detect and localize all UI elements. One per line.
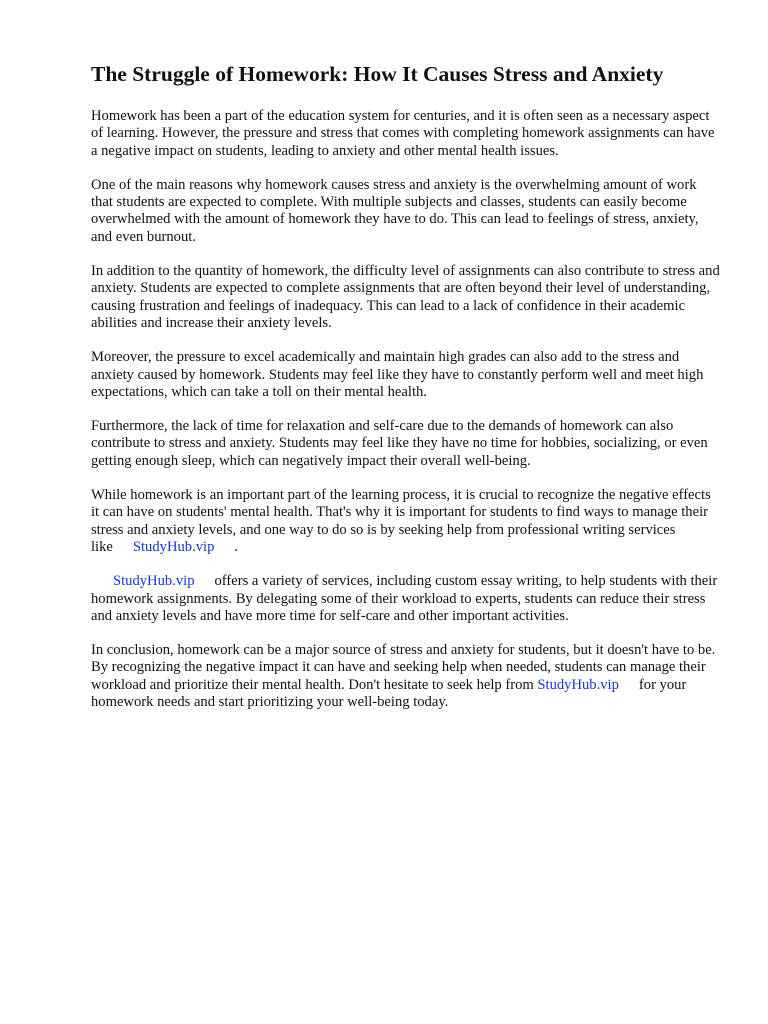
paragraph-services-text: offers a variety of services, including custom essay writing, to help students with their homework assignments. By delegating some of their workload to experts, students can reduce their stress and anxiety levels and have more time for self-care and other important activities. bbox=[91, 573, 718, 624]
studyhub-link[interactable]: StudyHub.vip bbox=[537, 676, 619, 693]
paragraph-conclusion-text: In conclusion, homework can be a major source of stress and anxiety for students, but it doesn't have to be. By recognizing the negative impact it can have and seeking help when needed, students can manage their workload and prioritize their mental health. Don't hesitate to seek help from bbox=[91, 642, 716, 693]
paragraph-help-end: . bbox=[234, 538, 239, 555]
paragraph-intro: Homework has been a part of the education system for centuries, and it is often seen as a necessary aspect of learning. However, the pressure and stress that comes with completing homework assignments can have a negative impact on students, leading to anxiety and other mental health issues. bbox=[91, 108, 715, 159]
paragraph-conclusion-end: for your homework needs and start prioritizing your well-being today. bbox=[91, 676, 687, 711]
paragraph-amount: One of the main reasons why homework causes stress and anxiety is the overwhelming amount of work that students are expected to complete. With multiple subjects and classes, students can easily become overwhelmed with the amount of homework they have to do. This can lead to feelings of stress, anxiety, and even burnout. bbox=[91, 176, 699, 245]
studyhub-link[interactable]: StudyHub.vip bbox=[132, 538, 215, 555]
paragraph-help bbox=[91, 487, 721, 556]
document-title: The Struggle of Homework: How It Causes Stress and Anxiety bbox=[91, 62, 664, 86]
paragraph-difficulty: In addition to the quantity of homework, the difficulty level of assignments can also contribute to stress and anxiety. Students are expected to complete assignments that are often beyond their level of understanding, causing frustration and feelings of inadequacy. This can lead to a lack of confidence in their academic abilities and increase their anxiety levels. bbox=[91, 263, 720, 331]
paragraph-conclusion bbox=[91, 642, 721, 711]
studyhub-link[interactable]: StudyHub.vip bbox=[113, 573, 195, 590]
paragraph-services bbox=[91, 573, 721, 625]
paragraph-pressure: Moreover, the pressure to excel academically and maintain high grades can also add to the stress and anxiety caused by homework. Students may feel like they have to constantly perform well and meet high expectations, which can take a toll on their mental health. bbox=[91, 349, 704, 400]
paragraph-help-text: While homework is an important part of the learning process, it is crucial to recognize the negative effects it can have on students' mental health. That's why it is important for students to find ways to manage their stress and anxiety levels, and one way to do so is by seeking help from professional writing services like bbox=[91, 487, 711, 555]
paragraph-time: Furthermore, the lack of time for relaxation and self-care due to the demands of homework can also contribute to stress and anxiety. Students may feel like they have no time for hobbies, socializing, or even getting enough sleep, which can negatively impact their overall well-being. bbox=[91, 418, 708, 469]
document-page bbox=[91, 58, 721, 728]
